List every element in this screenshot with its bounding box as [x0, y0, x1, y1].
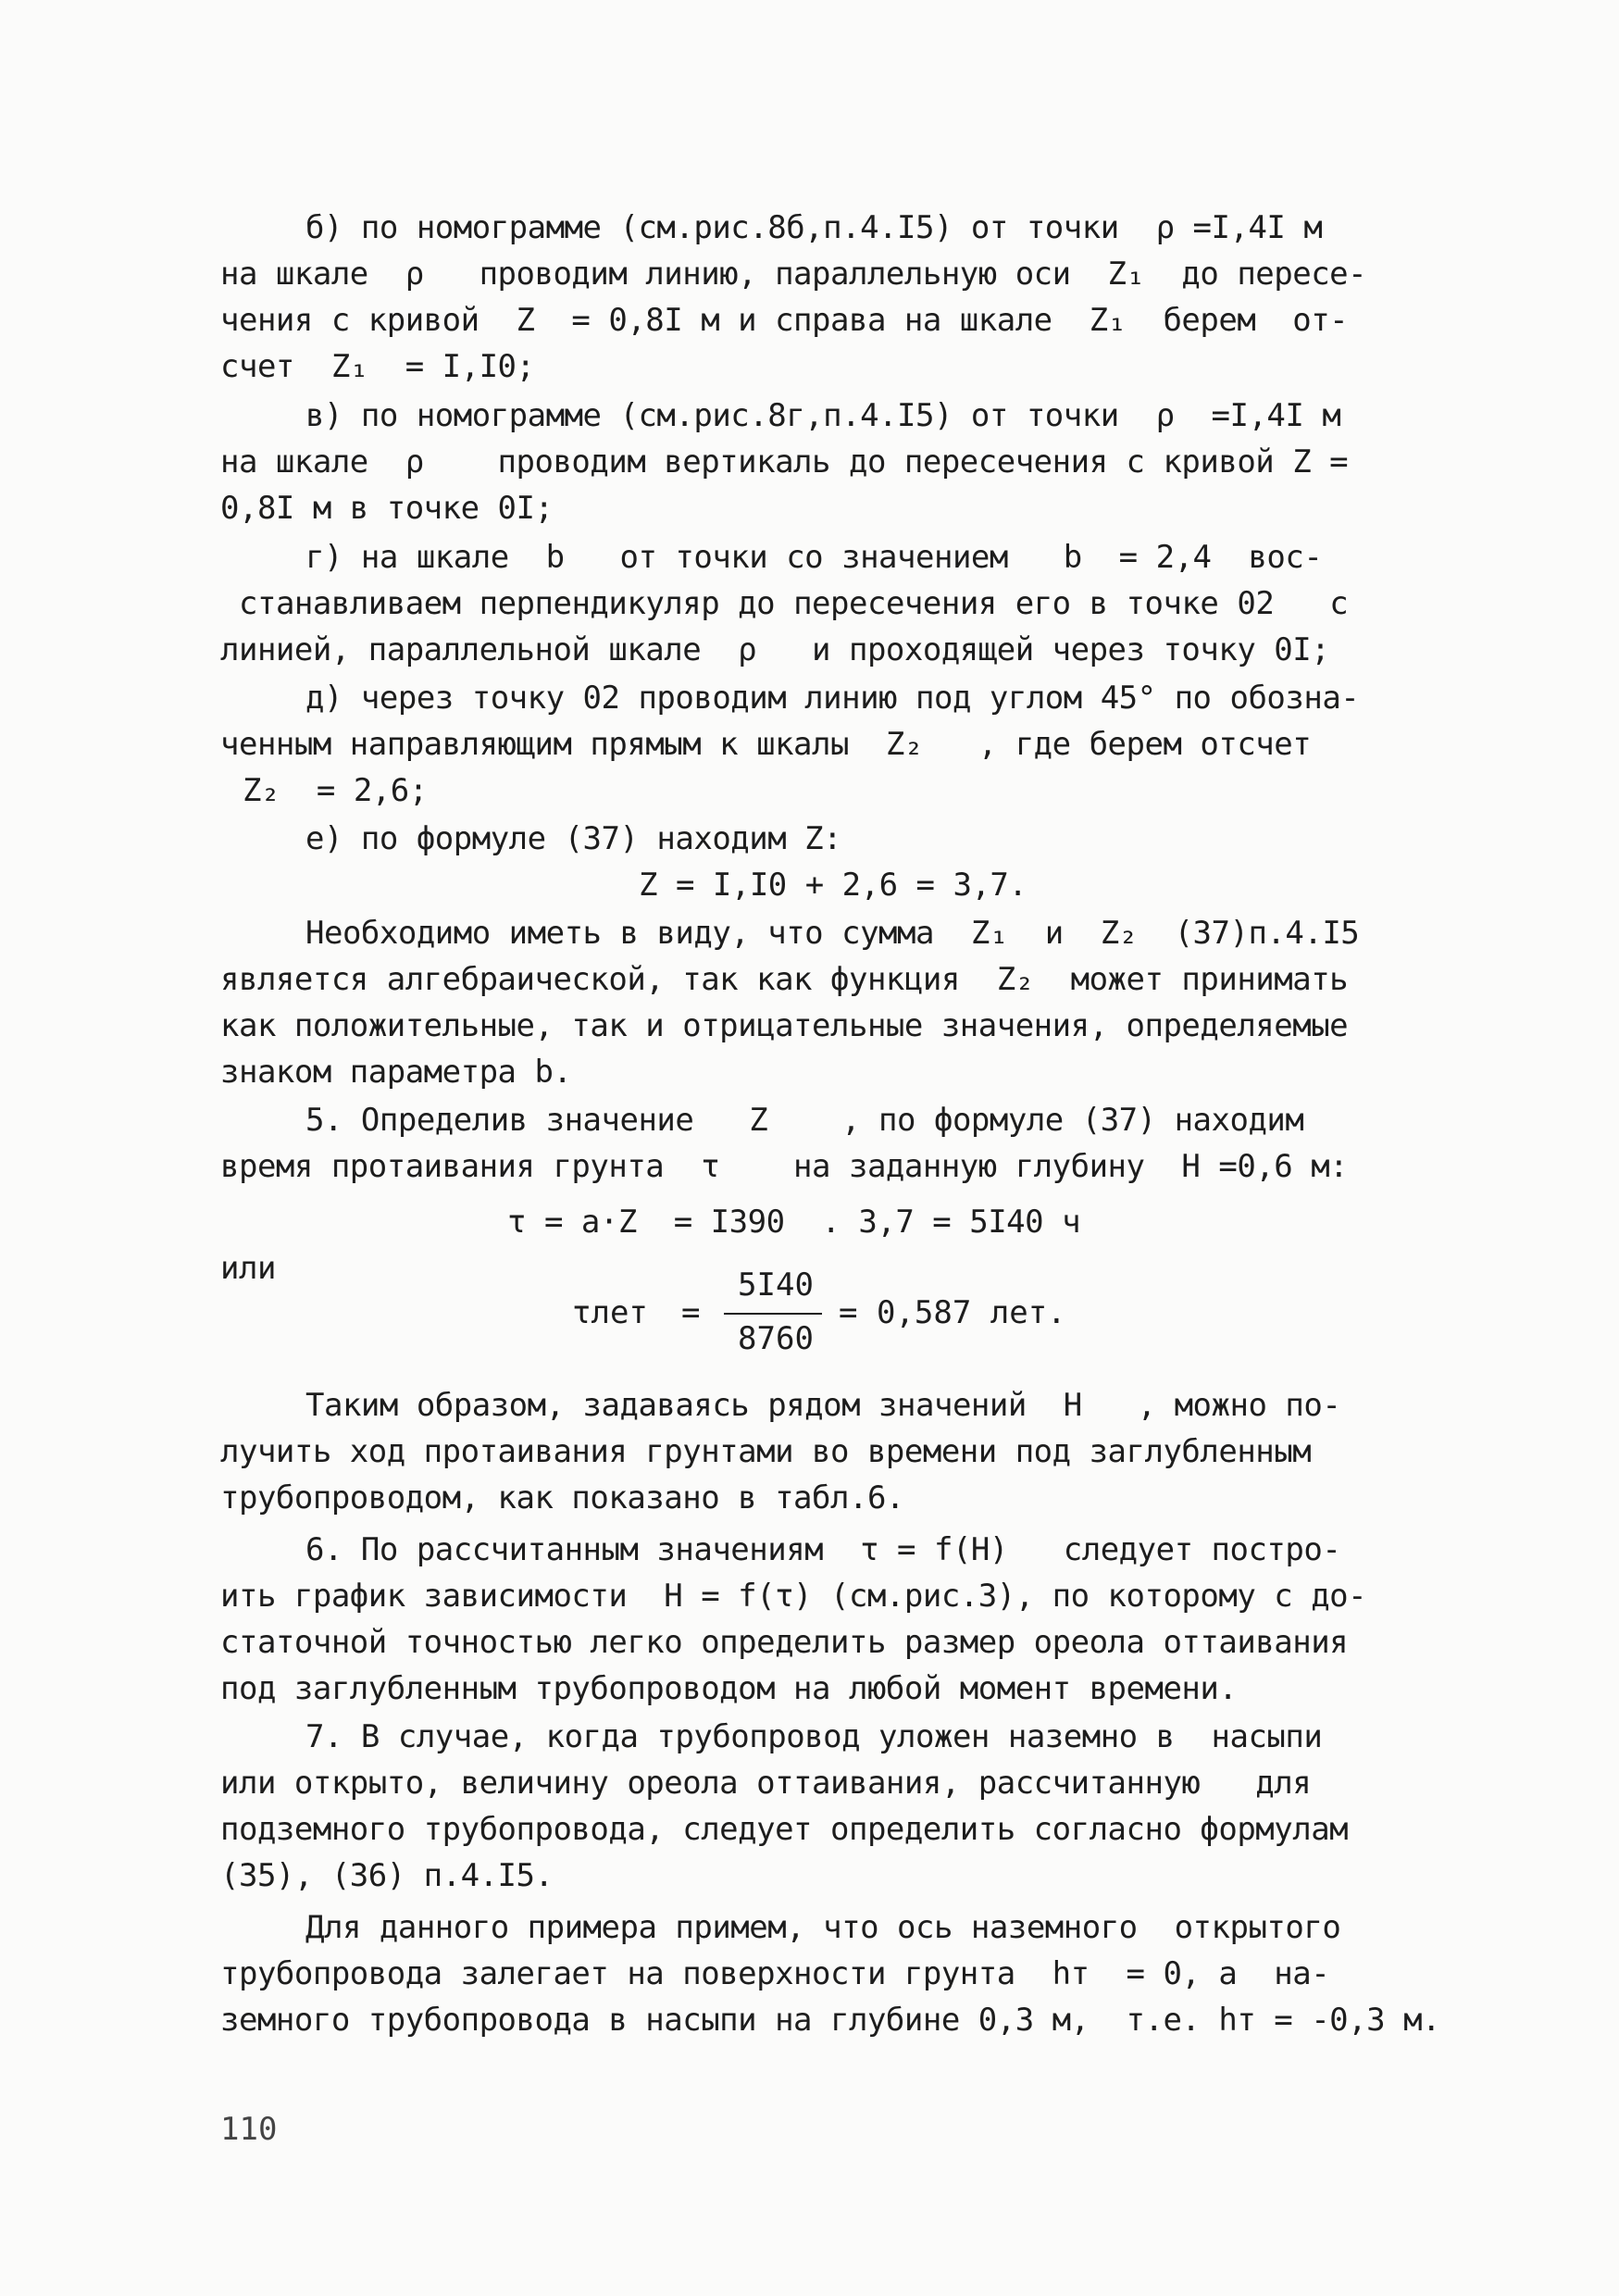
text-line: трубопровода залегает на поверхности грунта hт = 0, а на-: [220, 1955, 1330, 1992]
text-line: Необходимо иметь в виду, что сумма Z₁ и Z₂ (37)п.4.I5: [305, 915, 1360, 952]
fraction-numerator: 5I40: [738, 1267, 814, 1304]
text-line: Z₂ = 2,6;: [243, 772, 428, 809]
text-line: 0,8I м в точке 0I;: [220, 490, 554, 527]
text-line: на шкале ρ проводим линию, параллельную оси Z₁ до пересе-: [220, 256, 1367, 293]
fraction-denominator: 8760: [738, 1320, 814, 1357]
equation: Z = I,I0 + 2,6 = 3,7.: [639, 867, 1027, 904]
text-line: линией, параллельной шкале ρ и проходящей через точку 0I;: [220, 631, 1330, 668]
text-line: Таким образом, задаваясь рядом значений H , можно по-: [305, 1387, 1341, 1424]
text-line: земного трубопровода в насыпи на глубине 0,3 м, т.е. hт = -0,3 м.: [220, 2002, 1441, 2039]
text-line: б) по номограмме (см.рис.8б,п.4.I5) от точки ρ =I,4I м: [305, 209, 1323, 246]
text-line: ченным направляющим прямым к шкалы Z₂ , где берем отсчет: [220, 726, 1312, 763]
page-number: 110: [220, 2111, 278, 2148]
text-line: под заглубленным трубопроводом на любой момент времени.: [220, 1670, 1238, 1707]
text-line: подземного трубопровода, следует определить согласно формулам: [220, 1811, 1349, 1848]
text-line: е) по формуле (37) находим Z:: [305, 820, 842, 857]
text-line: чения с кривой Z = 0,8I м и справа на шкале Z₁ берем от-: [220, 302, 1349, 339]
equation: τ = a·Z = I390 . 3,7 = 5I40 ч: [507, 1204, 1081, 1241]
equals-sign: =: [681, 1294, 701, 1331]
text-line: 7. В случае, когда трубопровод уложен наземно в насыпи: [305, 1718, 1323, 1755]
text-line: или: [220, 1250, 276, 1287]
text-line: трубопроводом, как показано в табл.6.: [220, 1479, 904, 1516]
text-line: или открыто, величину ореола оттаивания, рассчитанную для: [220, 1765, 1312, 1802]
text-line: (35), (36) п.4.I5.: [220, 1857, 554, 1894]
fraction-equation: [518, 1267, 1166, 1368]
text-line: как положительные, так и отрицательные значения, определяемые: [220, 1007, 1349, 1044]
text-line: знаком параметра b.: [220, 1054, 572, 1091]
text-line: в) по номограмме (см.рис.8г,п.4.I5) от точки ρ =I,4I м: [305, 397, 1341, 434]
text-line: 5. Определив значение Z , по формуле (37) находим: [305, 1102, 1304, 1139]
text-line: г) на шкале b от точки со значением b = 2,4 вос-: [305, 539, 1323, 576]
fraction-lhs: τлет: [572, 1294, 648, 1331]
fraction-rhs: = 0,587 лет.: [839, 1294, 1066, 1331]
text-line: Для данного примера примем, что ось наземного открытого: [305, 1909, 1341, 1946]
text-line: станавливаем перпендикуляр до пересечения его в точке 02 с: [239, 585, 1349, 622]
text-line: статочной точностью легко определить размер ореола оттаивания: [220, 1624, 1349, 1661]
fraction-bar: [724, 1313, 822, 1315]
text-line: является алгебраической, так как функция Z₂ может принимать: [220, 961, 1349, 998]
text-line: 6. По рассчитанным значениям τ = f(H) следует постро-: [305, 1531, 1341, 1568]
text-line: ить график зависимости H = f(τ) (см.рис.3), по которому с до-: [220, 1578, 1367, 1615]
text-line: время протаивания грунта τ на заданную глубину H =0,6 м:: [220, 1148, 1349, 1185]
text-line: счет Z₁ = I,I0;: [220, 348, 535, 385]
text-line: д) через точку 02 проводим линию под углом 45° по обозна-: [305, 680, 1360, 717]
text-line: на шкале ρ проводим вертикаль до пересечения с кривой Z =: [220, 443, 1349, 480]
text-line: лучить ход протаивания грунтами во времени под заглубленным: [220, 1433, 1312, 1470]
